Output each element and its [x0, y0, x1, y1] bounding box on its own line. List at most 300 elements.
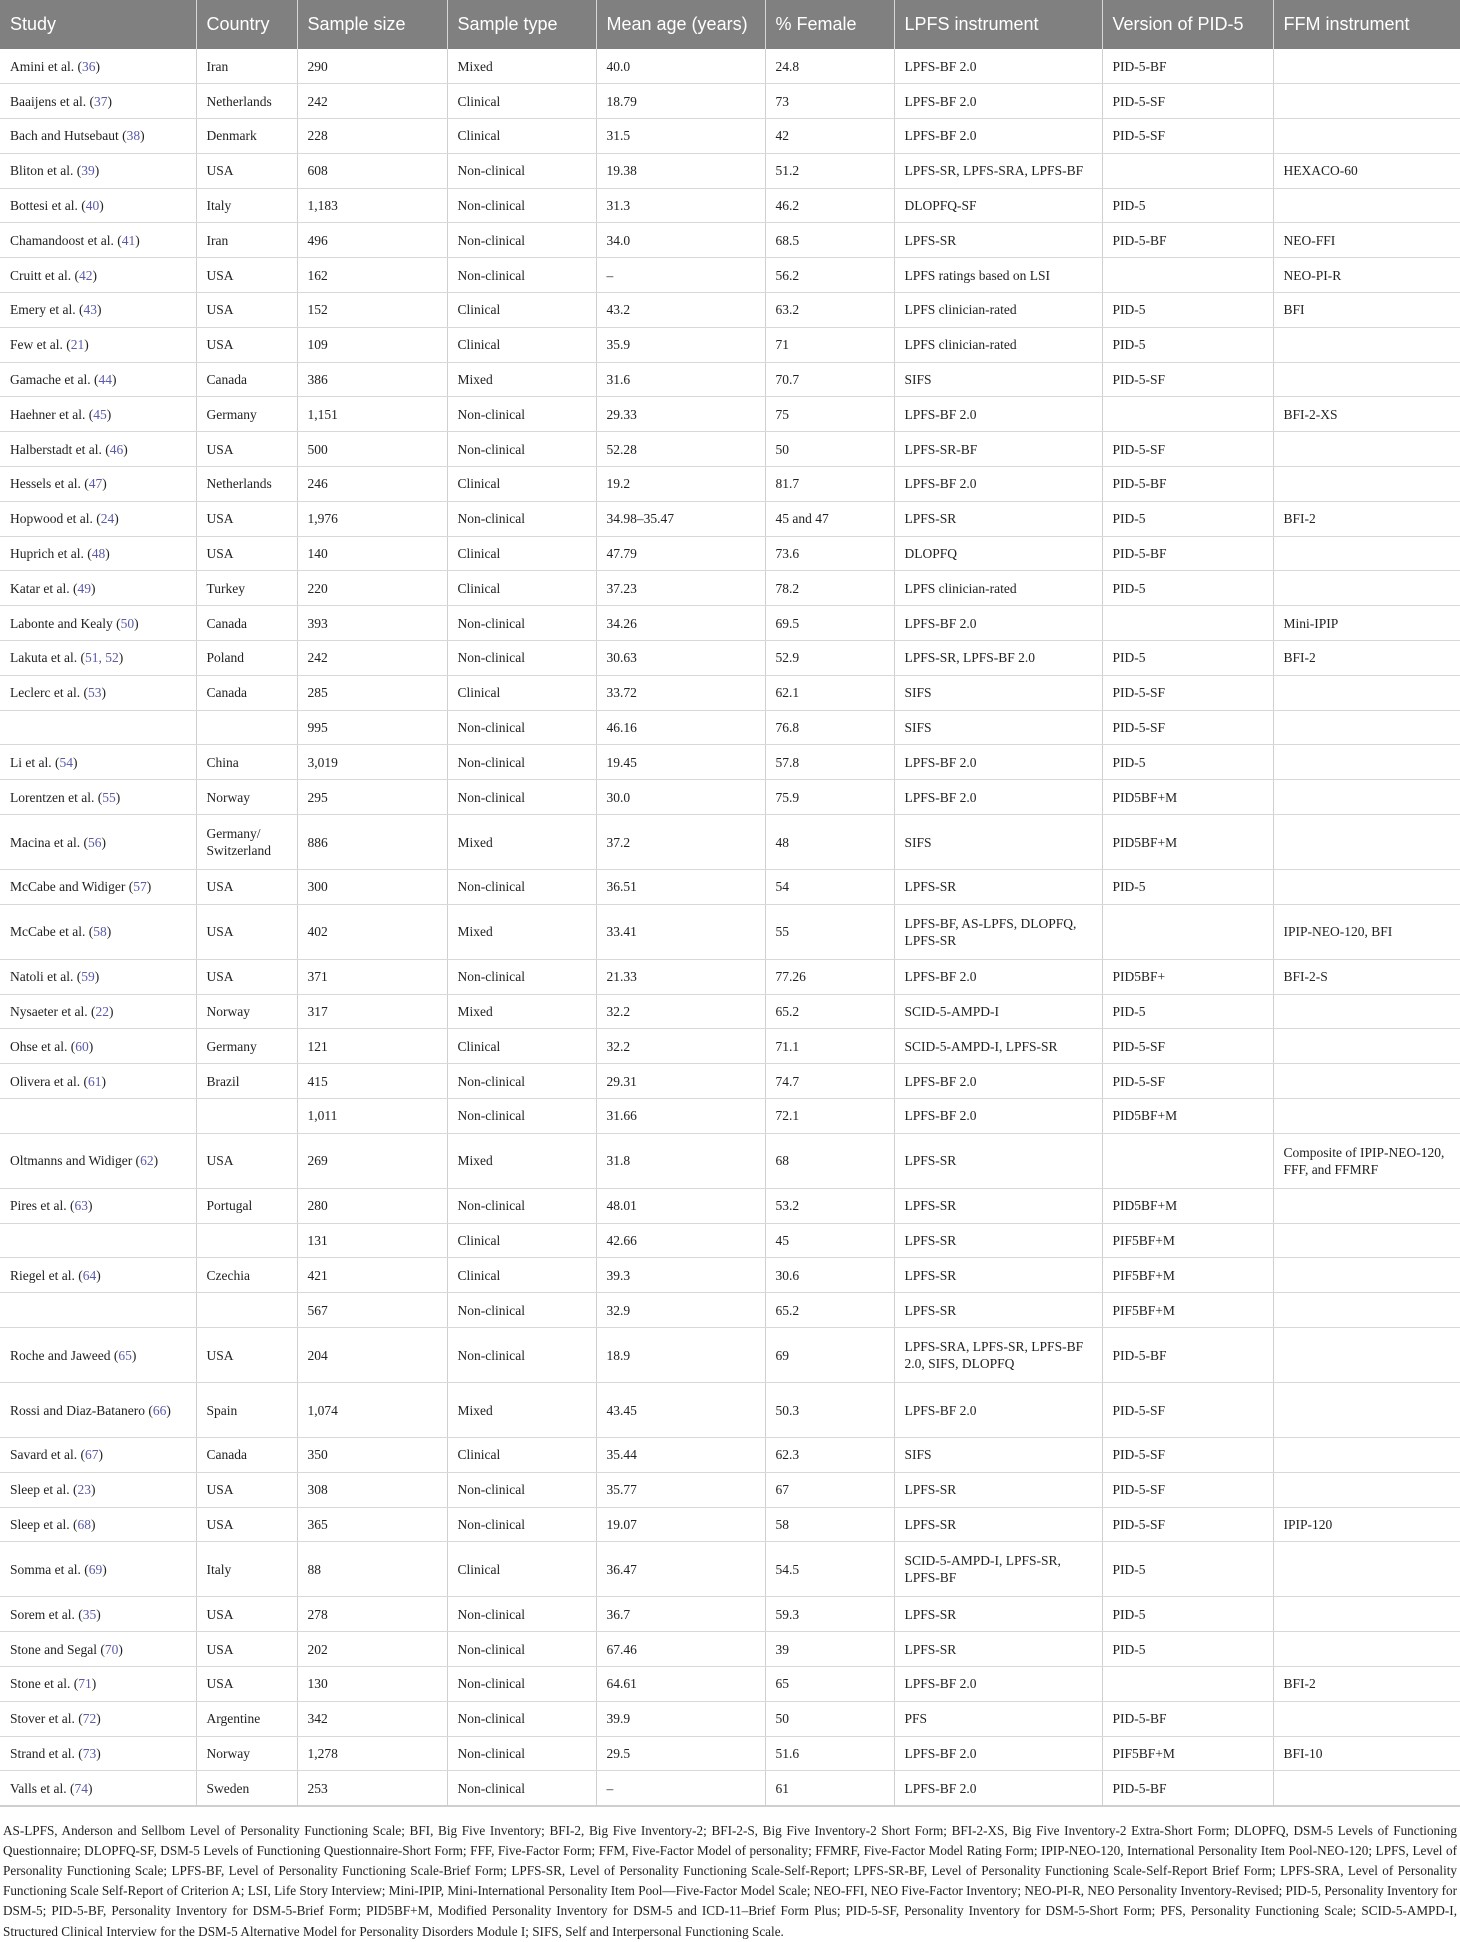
- table-row: [0, 119, 1460, 154]
- sample-type-cell: Non-clinical: [447, 606, 596, 641]
- pid5-version-cell: [1102, 258, 1273, 293]
- study-cell: [0, 1701, 196, 1736]
- ffm-instrument-cell: IPIP-120: [1273, 1507, 1460, 1542]
- sample-type-cell: Non-clinical: [447, 188, 596, 223]
- female-cell: 74.7: [765, 1064, 894, 1099]
- female-cell: 65: [765, 1666, 894, 1701]
- female-cell: 42: [765, 119, 894, 154]
- header-lpfs-instrument: LPFS instrument: [894, 0, 1102, 49]
- table-row: [0, 641, 1460, 676]
- reference-link[interactable]: 65: [118, 1347, 132, 1363]
- reference-link[interactable]: 69: [88, 1561, 103, 1577]
- study-cell: [0, 675, 196, 710]
- sample-type-cell: Mixed: [447, 904, 596, 959]
- reference-link[interactable]: 61: [87, 1073, 102, 1089]
- table-row: [0, 293, 1460, 328]
- reference-link[interactable]: 74: [74, 1780, 88, 1796]
- study-name: Somma et al. (: [10, 1561, 89, 1577]
- lpfs-instrument-cell: LPFS clinician-rated: [894, 293, 1102, 328]
- sample-size-cell: 242: [297, 641, 447, 676]
- study-name: Sleep et al. (: [10, 1482, 78, 1498]
- reference-link[interactable]: 58: [93, 924, 107, 940]
- closing-paren: ): [92, 267, 97, 283]
- reference-link[interactable]: 70: [104, 1641, 119, 1657]
- study-name: Li et al. (: [10, 754, 60, 770]
- sample-size-cell: 140: [297, 536, 447, 571]
- country-cell: Iran: [196, 223, 297, 258]
- study-name: Stone et al. (: [10, 1676, 79, 1692]
- study-name: Hessels et al. (: [10, 476, 89, 492]
- sample-type-cell: Non-clinical: [447, 501, 596, 536]
- reference-link[interactable]: 73: [82, 1745, 97, 1761]
- mean-age-cell: 18.9: [596, 1328, 765, 1383]
- reference-link[interactable]: 63: [74, 1198, 88, 1214]
- reference-link[interactable]: 47: [88, 476, 103, 492]
- header-pid5-version: Version of PID-5: [1102, 0, 1273, 49]
- study-name: Halberstadt et al. (: [10, 441, 110, 457]
- table-row: [0, 780, 1460, 815]
- closing-paren: ): [131, 1347, 137, 1363]
- pid5-version-cell: PID-5-SF: [1102, 710, 1273, 745]
- sample-size-cell: 496: [297, 223, 447, 258]
- ffm-instrument-cell: [1273, 1029, 1460, 1064]
- pid5-version-cell: PIF5BF+M: [1102, 1736, 1273, 1771]
- closing-paren: ): [101, 834, 106, 850]
- closing-paren: ): [96, 302, 102, 318]
- table-row: [0, 501, 1460, 536]
- country-cell: Italy: [196, 188, 297, 223]
- reference-link[interactable]: 36: [81, 58, 96, 74]
- sample-type-cell: Non-clinical: [447, 1472, 596, 1507]
- header-sample-size: Sample size: [297, 0, 447, 49]
- ffm-instrument-cell: [1273, 1771, 1460, 1806]
- sample-type-cell: Clinical: [447, 1438, 596, 1473]
- female-cell: 50: [765, 1701, 894, 1736]
- reference-link[interactable]: 42: [78, 267, 93, 283]
- female-cell: 53.2: [765, 1188, 894, 1223]
- study-cell: [0, 1029, 196, 1064]
- female-cell: 51.2: [765, 153, 894, 188]
- lpfs-instrument-cell: LPFS-SR: [894, 1632, 1102, 1667]
- country-cell: Poland: [196, 641, 297, 676]
- study-cell: [0, 1632, 196, 1667]
- ffm-instrument-cell: HEXACO-60: [1273, 153, 1460, 188]
- reference-link[interactable]: 45: [93, 406, 107, 422]
- country-cell: Denmark: [196, 119, 297, 154]
- pid5-version-cell: PID-5-SF: [1102, 1507, 1273, 1542]
- reference-link[interactable]: 68: [77, 1516, 91, 1532]
- country-cell: USA: [196, 1507, 297, 1542]
- female-cell: 75.9: [765, 780, 894, 815]
- country-cell: USA: [196, 1597, 297, 1632]
- reference-link[interactable]: 60: [75, 1038, 89, 1054]
- sample-size-cell: 202: [297, 1632, 447, 1667]
- table-row: [0, 84, 1460, 119]
- table-row: [0, 153, 1460, 188]
- closing-paren: ): [90, 1516, 96, 1532]
- mean-age-cell: 36.7: [596, 1597, 765, 1632]
- female-cell: 62.1: [765, 675, 894, 710]
- sample-type-cell: Clinical: [447, 467, 596, 502]
- table-row: [0, 1771, 1460, 1806]
- female-cell: 51.6: [765, 1736, 894, 1771]
- female-cell: 73: [765, 84, 894, 119]
- reference-link[interactable]: 23: [77, 1482, 91, 1498]
- sample-type-cell: Non-clinical: [447, 959, 596, 994]
- sample-size-cell: 228: [297, 119, 447, 154]
- country-cell: Canada: [196, 675, 297, 710]
- pid5-version-cell: PIF5BF+M: [1102, 1293, 1273, 1328]
- country-cell: Norway: [196, 1736, 297, 1771]
- reference-link[interactable]: 40: [85, 198, 100, 214]
- sample-type-cell: Non-clinical: [447, 710, 596, 745]
- ffm-instrument-cell: [1273, 1328, 1460, 1383]
- mean-age-cell: 46.16: [596, 710, 765, 745]
- table-row: [0, 745, 1460, 780]
- header-country: Country: [196, 0, 297, 49]
- country-cell: USA: [196, 327, 297, 362]
- lpfs-instrument-cell: LPFS-SRA, LPFS-SR, LPFS-BF 2.0, SIFS, DLOPFQ: [894, 1328, 1102, 1383]
- lpfs-instrument-cell: SCID-5-AMPD-I, LPFS-SR: [894, 1029, 1102, 1064]
- study-cell: [0, 1188, 196, 1223]
- study-name: Riegel et al. (: [10, 1267, 83, 1283]
- sample-type-cell: Clinical: [447, 1258, 596, 1293]
- country-cell: Spain: [196, 1383, 297, 1438]
- table-row: [0, 1064, 1460, 1099]
- sample-type-cell: Non-clinical: [447, 1771, 596, 1806]
- female-cell: 77.26: [765, 959, 894, 994]
- mean-age-cell: 19.07: [596, 1507, 765, 1542]
- female-cell: 71.1: [765, 1029, 894, 1064]
- reference-link[interactable]: 39: [81, 163, 95, 179]
- sample-type-cell: Non-clinical: [447, 1064, 596, 1099]
- country-cell: Iran: [196, 49, 297, 84]
- sample-size-cell: 131: [297, 1223, 447, 1258]
- sample-type-cell: Clinical: [447, 536, 596, 571]
- female-cell: 69.5: [765, 606, 894, 641]
- study-name: Olivera et al. (: [10, 1073, 88, 1089]
- mean-age-cell: 34.98–35.47: [596, 501, 765, 536]
- country-cell: USA: [196, 432, 297, 467]
- mean-age-cell: 39.3: [596, 1258, 765, 1293]
- study-cell: [0, 904, 196, 959]
- lpfs-instrument-cell: LPFS-SR: [894, 1293, 1102, 1328]
- mean-age-cell: 31.8: [596, 1133, 765, 1188]
- mean-age-cell: 31.3: [596, 188, 765, 223]
- study-cell: [0, 153, 196, 188]
- table-row: [0, 571, 1460, 606]
- ffm-instrument-cell: [1273, 1258, 1460, 1293]
- sample-type-cell: Clinical: [447, 84, 596, 119]
- mean-age-cell: 48.01: [596, 1188, 765, 1223]
- mean-age-cell: 21.33: [596, 959, 765, 994]
- ffm-instrument-cell: BFI: [1273, 293, 1460, 328]
- table-row: [0, 870, 1460, 905]
- table-row: [0, 675, 1460, 710]
- ffm-instrument-cell: [1273, 536, 1460, 571]
- study-cell: [0, 1736, 196, 1771]
- ffm-instrument-cell: [1273, 1632, 1460, 1667]
- country-cell: Norway: [196, 780, 297, 815]
- female-cell: 78.2: [765, 571, 894, 606]
- reference-link[interactable]: 44: [98, 372, 112, 388]
- reference-link[interactable]: 62: [140, 1153, 154, 1169]
- mean-age-cell: 37.2: [596, 815, 765, 870]
- sample-size-cell: 886: [297, 815, 447, 870]
- country-cell: Norway: [196, 994, 297, 1029]
- reference-link[interactable]: 35: [82, 1606, 97, 1622]
- pid5-version-cell: PID-5-BF: [1102, 467, 1273, 502]
- country-cell: China: [196, 745, 297, 780]
- table-row: [0, 815, 1460, 870]
- study-cell: [0, 1293, 196, 1328]
- country-cell: USA: [196, 501, 297, 536]
- female-cell: 46.2: [765, 188, 894, 223]
- ffm-instrument-cell: Composite of IPIP-NEO-120, FFF, and FFMRF: [1273, 1133, 1460, 1188]
- pid5-version-cell: PID5BF+: [1102, 959, 1273, 994]
- reference-link[interactable]: 22: [95, 1004, 109, 1020]
- study-cell: [0, 1666, 196, 1701]
- pid5-version-cell: [1102, 1133, 1273, 1188]
- lpfs-instrument-cell: LPFS-SR: [894, 1188, 1102, 1223]
- reference-link[interactable]: 59: [81, 969, 95, 985]
- reference-link[interactable]: 55: [102, 789, 116, 805]
- pid5-version-cell: PID-5: [1102, 1632, 1273, 1667]
- closing-paren: ): [111, 372, 117, 388]
- sample-type-cell: Mixed: [447, 1133, 596, 1188]
- pid5-version-cell: PID-5-SF: [1102, 1029, 1273, 1064]
- sample-type-cell: Non-clinical: [447, 397, 596, 432]
- sample-type-cell: Mixed: [447, 362, 596, 397]
- closing-paren: ): [72, 754, 78, 770]
- ffm-instrument-cell: NEO-PI-R: [1273, 258, 1460, 293]
- country-cell: USA: [196, 959, 297, 994]
- reference-link[interactable]: 57: [133, 879, 147, 895]
- sample-size-cell: 393: [297, 606, 447, 641]
- reference-link[interactable]: 38: [126, 128, 141, 144]
- lpfs-instrument-cell: SIFS: [894, 710, 1102, 745]
- reference-link[interactable]: 53: [87, 685, 102, 701]
- study-cell: [0, 1383, 196, 1438]
- study-name: Emery et al. (: [10, 302, 84, 318]
- study-cell: [0, 1258, 196, 1293]
- pid5-version-cell: PID-5: [1102, 641, 1273, 676]
- table-row: [0, 1701, 1460, 1736]
- female-cell: 75: [765, 397, 894, 432]
- country-cell: Portugal: [196, 1188, 297, 1223]
- pid5-version-cell: PID-5-SF: [1102, 432, 1273, 467]
- reference-link[interactable]: 67: [84, 1447, 99, 1463]
- lpfs-instrument-cell: LPFS-BF, AS-LPFS, DLOPFQ, LPFS-SR: [894, 904, 1102, 959]
- reference-link[interactable]: 24: [100, 511, 115, 527]
- study-name: Sleep et al. (: [10, 1516, 78, 1532]
- pid5-version-cell: PID-5-SF: [1102, 84, 1273, 119]
- sample-type-cell: Non-clinical: [447, 1188, 596, 1223]
- reference-link[interactable]: 72: [82, 1711, 97, 1727]
- lpfs-instrument-cell: LPFS-BF 2.0: [894, 1771, 1102, 1806]
- sample-type-cell: Clinical: [447, 327, 596, 362]
- female-cell: 50.3: [765, 1383, 894, 1438]
- study-name: Bach and Hutsebaut (: [10, 128, 127, 144]
- pid5-version-cell: PID-5-BF: [1102, 1701, 1273, 1736]
- lpfs-instrument-cell: LPFS-SR: [894, 501, 1102, 536]
- closing-paren: ): [101, 685, 106, 701]
- mean-age-cell: 35.77: [596, 1472, 765, 1507]
- sample-size-cell: 365: [297, 1507, 447, 1542]
- study-name: Hopwood et al. (: [10, 511, 101, 527]
- ffm-instrument-cell: BFI-2: [1273, 501, 1460, 536]
- lpfs-instrument-cell: SCID-5-AMPD-I, LPFS-SR, LPFS-BF: [894, 1542, 1102, 1597]
- sample-size-cell: 295: [297, 780, 447, 815]
- lpfs-instrument-cell: SCID-5-AMPD-I: [894, 994, 1102, 1029]
- closing-paren: ): [134, 615, 139, 631]
- closing-paren: ): [91, 1676, 97, 1692]
- study-cell: [0, 815, 196, 870]
- sample-size-cell: 130: [297, 1666, 447, 1701]
- study-name: Labonte and Kealy (: [10, 615, 121, 631]
- mean-age-cell: 43.2: [596, 293, 765, 328]
- mean-age-cell: 35.44: [596, 1438, 765, 1473]
- reference-link[interactable]: 43: [83, 302, 97, 318]
- closing-paren: ): [123, 441, 128, 457]
- ffm-instrument-cell: [1273, 1597, 1460, 1632]
- reference-link[interactable]: 41: [121, 232, 136, 248]
- sample-size-cell: 1,011: [297, 1099, 447, 1134]
- sample-size-cell: 317: [297, 994, 447, 1029]
- reference-link[interactable]: 50: [120, 615, 135, 631]
- ffm-instrument-cell: BFI-2: [1273, 1666, 1460, 1701]
- country-cell: USA: [196, 1472, 297, 1507]
- reference-link[interactable]: 56: [87, 834, 102, 850]
- pid5-version-cell: [1102, 904, 1273, 959]
- table-row: [0, 710, 1460, 745]
- sample-size-cell: 162: [297, 258, 447, 293]
- country-cell: Netherlands: [196, 467, 297, 502]
- header-female: % Female: [765, 0, 894, 49]
- ffm-instrument-cell: [1273, 1438, 1460, 1473]
- country-cell: Argentine: [196, 1701, 297, 1736]
- sample-size-cell: 308: [297, 1472, 447, 1507]
- ffm-instrument-cell: [1273, 994, 1460, 1029]
- lpfs-instrument-cell: LPFS-BF 2.0: [894, 780, 1102, 815]
- pid5-version-cell: PID-5-SF: [1102, 1064, 1273, 1099]
- pid5-version-cell: PID-5: [1102, 293, 1273, 328]
- closing-paren: ): [99, 198, 104, 214]
- pid5-version-cell: PID-5-SF: [1102, 675, 1273, 710]
- table-row: [0, 432, 1460, 467]
- female-cell: 81.7: [765, 467, 894, 502]
- study-cell: [0, 1438, 196, 1473]
- country-cell: Germany: [196, 1029, 297, 1064]
- ffm-instrument-cell: [1273, 1099, 1460, 1134]
- reference-link[interactable]: 71: [78, 1676, 92, 1692]
- lpfs-instrument-cell: LPFS-BF 2.0: [894, 1383, 1102, 1438]
- lpfs-instrument-cell: LPFS-BF 2.0: [894, 1736, 1102, 1771]
- country-cell: Germany/ Switzerland: [196, 815, 297, 870]
- country-cell: USA: [196, 1666, 297, 1701]
- country-cell: Sweden: [196, 1771, 297, 1806]
- pid5-version-cell: PID-5: [1102, 501, 1273, 536]
- pid5-version-cell: PID-5-BF: [1102, 1328, 1273, 1383]
- study-name: Katar et al. (: [10, 580, 78, 596]
- table-row: [0, 1293, 1460, 1328]
- lpfs-instrument-cell: DLOPFQ-SF: [894, 188, 1102, 223]
- mean-age-cell: 36.47: [596, 1542, 765, 1597]
- table-row: [0, 1736, 1460, 1771]
- ffm-instrument-cell: NEO-FFI: [1273, 223, 1460, 258]
- ffm-instrument-cell: [1273, 710, 1460, 745]
- sample-type-cell: Mixed: [447, 994, 596, 1029]
- female-cell: 72.1: [765, 1099, 894, 1134]
- study-name: Strand et al. (: [10, 1745, 83, 1761]
- mean-age-cell: –: [596, 1771, 765, 1806]
- reference-link[interactable]: 49: [77, 580, 91, 596]
- closing-paren: ): [101, 1073, 106, 1089]
- pid5-version-cell: PID-5-BF: [1102, 1771, 1273, 1806]
- pid5-version-cell: [1102, 606, 1273, 641]
- reference-link[interactable]: 64: [82, 1267, 97, 1283]
- reference-link[interactable]: 48: [91, 546, 106, 562]
- mean-age-cell: 29.33: [596, 397, 765, 432]
- lpfs-instrument-cell: LPFS clinician-rated: [894, 327, 1102, 362]
- study-name: Valls et al. (: [10, 1780, 75, 1796]
- study-cell: [0, 1507, 196, 1542]
- country-cell: [196, 1293, 297, 1328]
- reference-link[interactable]: 46: [109, 441, 124, 457]
- reference-link[interactable]: 54: [59, 754, 73, 770]
- mean-age-cell: 29.31: [596, 1064, 765, 1099]
- female-cell: 55: [765, 904, 894, 959]
- lpfs-instrument-cell: DLOPFQ: [894, 536, 1102, 571]
- sample-type-cell: Clinical: [447, 1223, 596, 1258]
- pid5-version-cell: PID-5-SF: [1102, 362, 1273, 397]
- reference-link[interactable]: 51, 52: [84, 650, 119, 666]
- sample-size-cell: 567: [297, 1293, 447, 1328]
- lpfs-instrument-cell: LPFS-BF 2.0: [894, 467, 1102, 502]
- pid5-version-cell: [1102, 153, 1273, 188]
- header-study: Study: [0, 0, 196, 49]
- reference-link[interactable]: 66: [152, 1402, 167, 1418]
- country-cell: Italy: [196, 1542, 297, 1597]
- study-cell: [0, 188, 196, 223]
- study-name: Bliton et al. (: [10, 163, 82, 179]
- ffm-instrument-cell: [1273, 1472, 1460, 1507]
- sample-type-cell: Clinical: [447, 1029, 596, 1064]
- study-cell: [0, 641, 196, 676]
- study-cell: [0, 397, 196, 432]
- study-name: Huprich et al. (: [10, 546, 92, 562]
- study-cell: [0, 258, 196, 293]
- country-cell: Canada: [196, 362, 297, 397]
- ffm-instrument-cell: [1273, 745, 1460, 780]
- reference-link[interactable]: 21: [70, 337, 85, 353]
- table-row: [0, 1328, 1460, 1383]
- mean-age-cell: 64.61: [596, 1666, 765, 1701]
- table-row: [0, 1542, 1460, 1597]
- mean-age-cell: –: [596, 258, 765, 293]
- study-cell: [0, 119, 196, 154]
- sample-type-cell: Clinical: [447, 1542, 596, 1597]
- table-row: [0, 1383, 1460, 1438]
- table-row: [0, 1438, 1460, 1473]
- sample-size-cell: 342: [297, 1701, 447, 1736]
- study-cell: [0, 1133, 196, 1188]
- sample-type-cell: Non-clinical: [447, 1736, 596, 1771]
- reference-link[interactable]: 37: [93, 93, 108, 109]
- pid5-version-cell: PIF5BF+M: [1102, 1258, 1273, 1293]
- study-cell: [0, 1542, 196, 1597]
- table-row: [0, 1133, 1460, 1188]
